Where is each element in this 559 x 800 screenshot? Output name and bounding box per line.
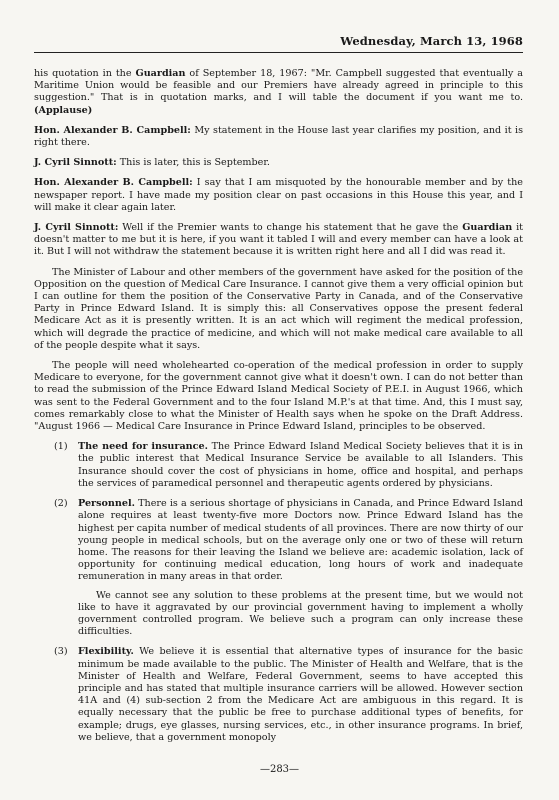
paragraph-body: The Minister of Labour and other members of the government have asked for the position of the Opposition on the question of Medical Care Insurance. I cannot give them a very official opinion but I can outline for them the position of the Conservative Party in Canada, and of the Conservative Party in Prince Edward Island. It is simply this: all Conservatives oppose the present federal Medicare Act as it is presently written. It is an act which will regiment the medical profession, which will degrade the practice of medicine, and which will not make medical care available to all of the people despite what it says. bbox=[34, 266, 523, 351]
speaker-name: J. Cyril Sinnott: bbox=[34, 222, 119, 234]
page-number: —283— bbox=[259, 764, 300, 775]
list-item-title: The need for insurance. bbox=[78, 441, 208, 453]
list-item-continuation: We cannot see any solution to these problems at the present time, but we would not like to have it aggravated by our provincial government having to implement a wholly government controlled program. We believe such a program can only increase these difficulties. bbox=[78, 589, 523, 638]
list-item-title: Flexibility. bbox=[78, 646, 134, 658]
paragraph-speech bbox=[34, 125, 523, 149]
text-span: his quotation in the bbox=[34, 68, 136, 79]
list-item bbox=[54, 646, 523, 744]
list-item bbox=[54, 498, 523, 638]
paragraph-speech bbox=[34, 157, 523, 169]
list-item-text: We believe it is essential that alternative types of insurance for the basic minimum be made available to the public. The Minister of Health and Welfare, that is the Minister of Health and Welfare, Federal Government, seems to have accepted this principle and has stated that multiple insurance carriers will be allowed. However section 41A and (4) sub-section 2 from the Medicare Act are ambiguous in this regard. It is equally necessary that the public be free to purchase additional types of benefits, for example; drugs, eye glasses, nursing services, etc., in other insurance programs. In brief, we believe, that a government monopoly bbox=[78, 646, 523, 743]
speech-text: I say that I am misquoted by the honourable member and by the newspaper report. I have made my position clear on past occasions in this House this year, and I will make it clear again later. bbox=[34, 177, 523, 213]
list-item-number: (2) bbox=[54, 498, 68, 510]
page-body bbox=[34, 68, 523, 752]
applause-note: (Applause) bbox=[34, 104, 93, 116]
speech-text: My statement in the House last year clarifies my position, and it is right there. bbox=[34, 124, 524, 149]
list-item-number: (1) bbox=[54, 441, 68, 453]
header-rule bbox=[34, 52, 523, 53]
page-header-date: Wednesday, March 13, 1968 bbox=[340, 34, 523, 48]
list-item-text: There is a serious shortage of physicians in Canada, and Prince Edward Island alone requires at least twenty-five more Doctors now. Prince Edward Island has the highest per capita number of medical students of all provinces. There are now thirty of our young people in medical schools, but on the average only one or two of these will return home. The reasons for their leaving the Island we believe are: academic isolation, lack of opportunity for continuing medical education, long hours of work and inadequate remuneration in many areas in that order. bbox=[78, 498, 523, 583]
paragraph-body: The people will need wholehearted co-operation of the medical profession in order to supply Medicare to everyone, for the government cannot give what it doesn't own. I can do not better than to read the submission of the Prince Edward Island Medical Society of P.E.I. in August 1966, which was sent to the Federal Government and to the four Island M.P.'s at that time. And, this I must say, comes remarkably close to what the Minister of Health says when he spoke on the Draft Address. "August 1966 — Medical Care Insurance in Prince Edward Island, principles to be observed. bbox=[34, 360, 523, 433]
newspaper-name: Guardian bbox=[135, 68, 186, 79]
list-item bbox=[54, 441, 523, 490]
list-item-text: The Prince Edward Island Medical Society believes that it is in the public interest that Medical Insurance Service be available to all Islanders. This Insurance should cover the cost of physicians in home, office and hospital, and perhaps the services of paramedical personnel and therapeutic agents ordered by physicians. bbox=[78, 441, 523, 489]
speech-text: This is later, this is September. bbox=[116, 157, 270, 169]
speech-text: Well if the Premier wants to change his statement that he gave the bbox=[118, 222, 463, 234]
paragraph-speech bbox=[34, 177, 523, 214]
paragraph-speech bbox=[34, 222, 523, 259]
speaker-name: Hon. Alexander B. Campbell: bbox=[34, 124, 191, 136]
speech-text: it doesn't matter to me but it is here, if you want it tabled I will and every member can have a look at it. But I will not withdraw the statement because it is written right here and all I did was read it. bbox=[34, 222, 523, 258]
speaker-name: Hon. Alexander B. Campbell: bbox=[34, 177, 193, 189]
paragraph-quotation bbox=[34, 68, 523, 117]
newspaper-name: Guardian bbox=[462, 222, 513, 234]
text-span: of September 18, 1967: "Mr. Campbell suggested that eventually a Maritime Union would be feasible and our Premiers have already agreed in principle to this suggestion." That is in quotation marks, and I will table the document if you want me to. bbox=[34, 68, 523, 104]
list-item-number: (3) bbox=[54, 646, 68, 658]
principles-list bbox=[54, 441, 523, 744]
speaker-name: J. Cyril Sinnott: bbox=[34, 157, 117, 169]
list-item-title: Personnel. bbox=[78, 498, 135, 510]
